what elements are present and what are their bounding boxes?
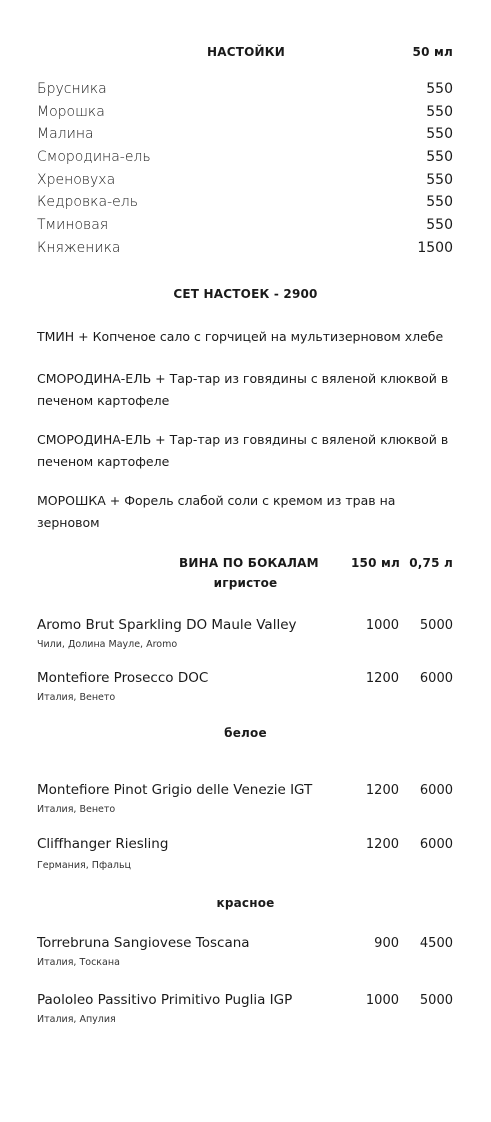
tincture-price: 550 bbox=[426, 126, 453, 142]
wine-name: Aromo Brut Sparkling DO Maule Valley bbox=[37, 617, 297, 633]
tincture-name: Тминовая bbox=[37, 217, 109, 233]
wine-section-title: красное bbox=[216, 896, 275, 910]
tincture-name: Хреновуха bbox=[37, 172, 116, 188]
tincture-price: 550 bbox=[426, 172, 453, 188]
set-pair: ТМИН + Копченое сало с горчицей на мультизерновом хлебе bbox=[37, 329, 444, 344]
wine-price-bottle: 4500 bbox=[419, 936, 453, 951]
tincture-name: Брусника bbox=[37, 81, 107, 97]
wine-price-bottle: 5000 bbox=[419, 993, 453, 1008]
wine-name: Torrebruna Sangiovese Toscana bbox=[37, 935, 250, 951]
wine-origin: Германия, Пфальц bbox=[37, 860, 132, 871]
tincture-name: Княженика bbox=[37, 240, 121, 256]
set-pair: МОРОШКА + Форель слабой соли с кремом из трав на зерновом bbox=[37, 493, 396, 530]
wine-name: Paololeo Passitivo Primitivo Puglia IGP bbox=[37, 992, 293, 1008]
wine-name: Montefiore Pinot Grigio delle Venezie IGT bbox=[37, 782, 313, 798]
wine-price-glass: 1200 bbox=[365, 671, 399, 686]
wine-price-glass: 1200 bbox=[365, 783, 399, 798]
tinctures-volume: 50 мл bbox=[412, 45, 453, 59]
wine-price-bottle: 6000 bbox=[419, 837, 453, 852]
tincture-price: 550 bbox=[426, 104, 453, 120]
tincture-price: 550 bbox=[426, 81, 453, 97]
wine-price-glass: 900 bbox=[374, 936, 399, 951]
wine-origin: Италия, Апулия bbox=[37, 1014, 116, 1025]
wine-origin: Италия, Венето bbox=[37, 804, 116, 815]
tincture-name: Морошка bbox=[37, 104, 105, 120]
wines-col-150ml: 150 мл bbox=[350, 556, 400, 570]
wine-name: Cliffhanger Riesling bbox=[37, 836, 169, 852]
wine-price-bottle: 6000 bbox=[419, 671, 453, 686]
wines-title: ВИНА ПО БОКАЛАМ bbox=[179, 556, 319, 570]
wine-price-glass: 1200 bbox=[365, 837, 399, 852]
wine-origin: Италия, Тоскана bbox=[37, 957, 120, 968]
set-title: СЕТ НАСТОЕК - 2900 bbox=[173, 287, 318, 301]
tinctures-title: НАСТОЙКИ bbox=[207, 45, 286, 59]
wine-name: Montefiore Prosecco DOC bbox=[37, 670, 209, 686]
tincture-price: 550 bbox=[426, 217, 453, 233]
tincture-name: Смородина-ель bbox=[37, 149, 151, 165]
wines-col-075l: 0,75 л bbox=[409, 556, 453, 570]
wine-price-bottle: 6000 bbox=[419, 783, 453, 798]
set-pair: СМОРОДИНА-ЕЛЬ + Тар-тар из говядины с вяленой клюквой в печеном картофеле bbox=[37, 371, 449, 408]
wine-origin: Италия, Венето bbox=[37, 692, 116, 703]
wine-price-bottle: 5000 bbox=[419, 618, 453, 633]
wine-section-title: белое bbox=[224, 726, 267, 740]
tincture-price: 550 bbox=[426, 194, 453, 210]
tincture-name: Кедровка-ель bbox=[37, 194, 138, 210]
wine-origin: Чили, Долина Мауле, Aromo bbox=[37, 639, 178, 650]
tincture-price: 1500 bbox=[417, 240, 453, 256]
wine-price-glass: 1000 bbox=[365, 618, 399, 633]
wine-section-title: игристое bbox=[213, 576, 278, 590]
wine-price-glass: 1000 bbox=[365, 993, 399, 1008]
tincture-name: Малина bbox=[37, 126, 94, 142]
tincture-price: 550 bbox=[426, 149, 453, 165]
set-pair: СМОРОДИНА-ЕЛЬ + Тар-тар из говядины с вяленой клюквой в печеном картофеле bbox=[37, 432, 449, 469]
